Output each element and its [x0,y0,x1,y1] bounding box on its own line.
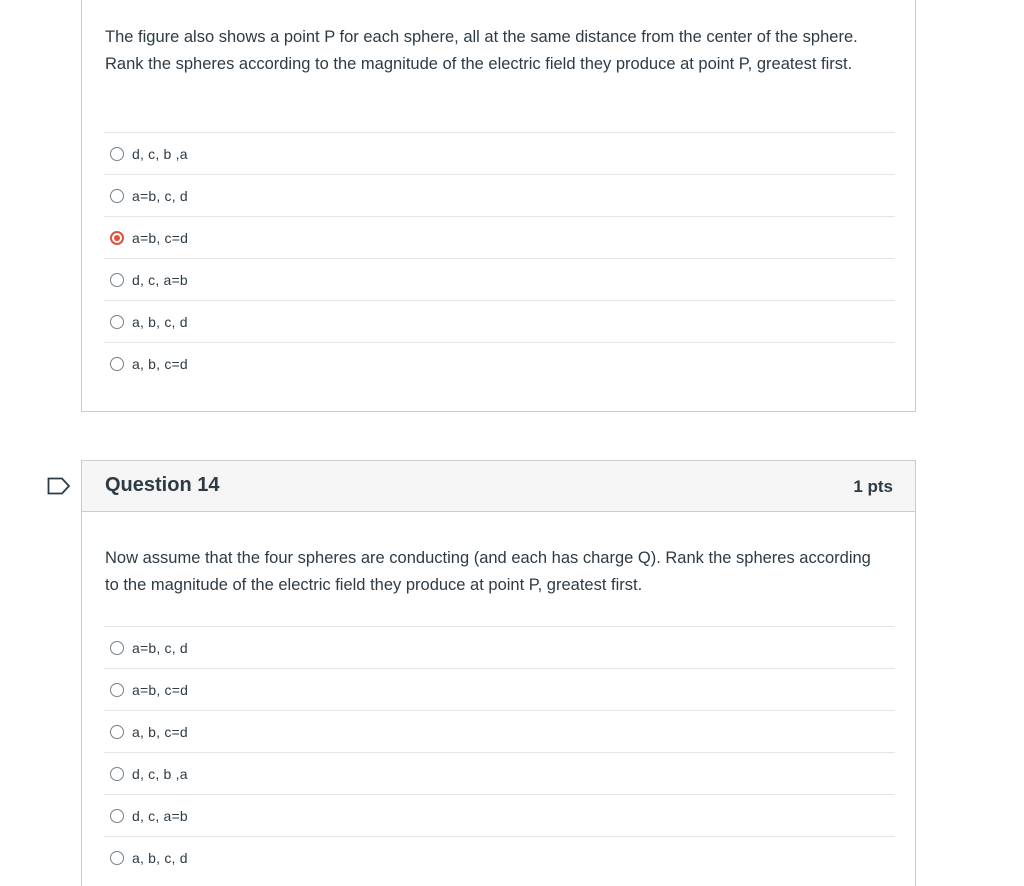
radio-button-selected[interactable] [110,231,124,245]
answer-list [104,132,895,384]
question-card-13 [81,0,916,412]
radio-button[interactable] [110,147,124,161]
answer-option[interactable] [104,710,895,752]
question-header [82,461,915,512]
radio-button[interactable] [110,683,124,697]
answer-list [104,626,895,878]
radio-button[interactable] [110,851,124,865]
radio-button[interactable] [110,273,124,287]
radio-button[interactable] [110,725,124,739]
answer-label: a, b, c, d [132,313,188,330]
answer-label: a, b, c=d [132,723,188,740]
answer-option[interactable] [104,300,895,342]
answer-option[interactable] [104,752,895,794]
answer-label: d, c, a=b [132,807,188,824]
answer-label: a=b, c, d [132,639,188,656]
radio-button[interactable] [110,189,124,203]
radio-button[interactable] [110,809,124,823]
answer-option[interactable] [104,174,895,216]
answer-label: a, b, c=d [132,355,188,372]
answer-label: a=b, c=d [132,229,189,246]
radio-button[interactable] [110,641,124,655]
question-points: 1 pts [853,477,893,496]
flag-question-icon[interactable] [47,477,71,495]
answer-option[interactable] [104,794,895,836]
radio-button[interactable] [110,315,124,329]
answer-option[interactable] [104,342,895,384]
answer-option[interactable] [104,132,895,174]
question-title: Question 14 [105,474,220,496]
question-text: Now assume that the four spheres are conducting (and each has charge Q). Rank the spheres according to the magnitude of the electric field they produce at point P, greatest first. [105,549,871,594]
radio-button[interactable] [110,357,124,371]
question-text: The figure also shows a point P for each sphere, all at the same distance from the center of the sphere. Rank the spheres according to the magnitude of the electric field they produce at point P, greatest first. [105,28,858,73]
answer-label: a=b, c, d [132,187,188,204]
radio-button[interactable] [110,767,124,781]
answer-label: d, c, a=b [132,271,188,288]
question-card-14 [81,460,916,886]
answer-option[interactable] [104,836,895,878]
answer-label: a, b, c, d [132,849,188,866]
answer-option[interactable] [104,668,895,710]
answer-label: d, c, b ,a [132,765,188,782]
answer-option[interactable] [104,258,895,300]
answer-option[interactable] [104,626,895,668]
answer-label: d, c, b ,a [132,145,188,162]
answer-label: a=b, c=d [132,681,189,698]
answer-option-selected[interactable] [104,216,895,258]
